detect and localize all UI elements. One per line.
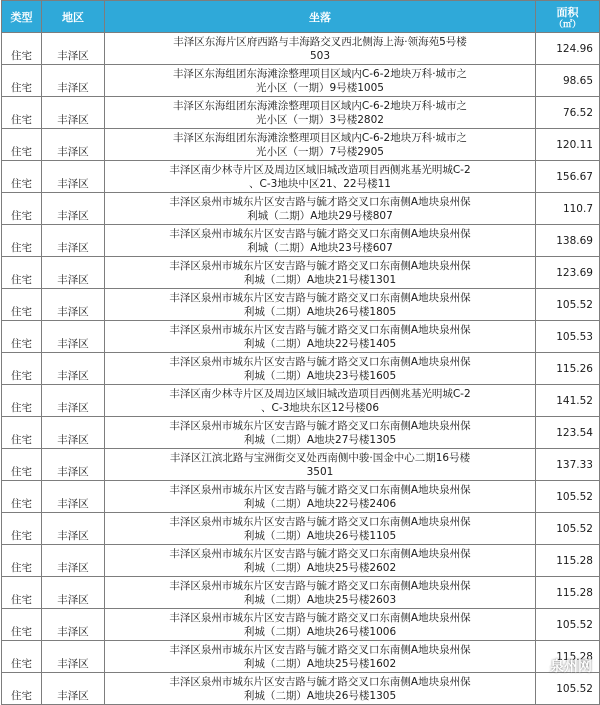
location-line-1: 丰泽区泉州市城东片区安吉路与毓才路交叉口东南侧A地块泉州保 (169, 675, 471, 688)
cell-type: 住宅 (2, 449, 42, 481)
location-line-1: 丰泽区泉州市城东片区安吉路与毓才路交叉口东南侧A地块泉州保 (169, 515, 471, 528)
cell-size: 115.28 (536, 545, 600, 577)
cell-type: 住宅 (2, 353, 42, 385)
location-line-2: 利城（二期）A地块23号楼607 (247, 241, 393, 254)
cell-size: 138.69 (536, 225, 600, 257)
cell-area: 丰泽区 (42, 289, 105, 321)
cell-type: 住宅 (2, 577, 42, 609)
cell-type: 住宅 (2, 673, 42, 705)
header-size-label: 面积 (556, 5, 579, 19)
table-row (2, 449, 600, 481)
cell-type: 住宅 (2, 97, 42, 129)
location-line-2: 光小区（一期）7号楼2905 (256, 145, 384, 158)
location-line-2: 利城（二期）A地块25号楼1602 (243, 657, 397, 670)
location-line-2: 、C-3地块东区12号楼06 (260, 401, 380, 414)
cell-area: 丰泽区 (42, 65, 105, 97)
cell-type: 住宅 (2, 481, 42, 513)
location-line-1: 丰泽区东海组团东海滩涂整理项目区域内C-6-2地块万科·城市之 (172, 67, 468, 80)
cell-location (105, 321, 536, 353)
table-row (2, 225, 600, 257)
cell-area: 丰泽区 (42, 641, 105, 673)
cell-area: 丰泽区 (42, 513, 105, 545)
location-line-1: 丰泽区南少林寺片区及周边区域旧城改造项目西侧兆基光明城C-2 (169, 163, 471, 176)
header-type: 类型 (2, 1, 42, 33)
header-area: 地区 (42, 1, 105, 33)
cell-area: 丰泽区 (42, 321, 105, 353)
cell-area: 丰泽区 (42, 257, 105, 289)
cell-location (105, 577, 536, 609)
location-line-2: 利城（二期）A地块29号楼807 (247, 209, 393, 222)
cell-area: 丰泽区 (42, 673, 105, 705)
table-row (2, 33, 600, 65)
cell-size: 105.52 (536, 513, 600, 545)
cell-location (105, 65, 536, 97)
cell-location (105, 97, 536, 129)
cell-size: 123.69 (536, 257, 600, 289)
location-line-1: 丰泽区江滨北路与宝洲街交叉处西南侧中骏·国金中心二期16号楼 (169, 451, 471, 464)
header-size (536, 1, 600, 33)
cell-type: 住宅 (2, 513, 42, 545)
table-row (2, 641, 600, 673)
location-line-2: 利城（二期）A地块23号楼1605 (243, 369, 397, 382)
location-line-1: 丰泽区泉州市城东片区安吉路与毓才路交叉口东南侧A地块泉州保 (169, 227, 471, 240)
header-size-unit: （㎡） (553, 19, 581, 30)
cell-type: 住宅 (2, 129, 42, 161)
cell-type: 住宅 (2, 161, 42, 193)
cell-area: 丰泽区 (42, 97, 105, 129)
cell-location (105, 193, 536, 225)
cell-location (105, 481, 536, 513)
cell-size: 105.52 (536, 289, 600, 321)
cell-location (105, 385, 536, 417)
cell-location (105, 33, 536, 65)
table-row (2, 289, 600, 321)
table-row (2, 321, 600, 353)
cell-location (105, 673, 536, 705)
table-header-row (2, 1, 600, 33)
location-line-1: 丰泽区泉州市城东片区安吉路与毓才路交叉口东南侧A地块泉州保 (169, 579, 471, 592)
cell-area: 丰泽区 (42, 417, 105, 449)
location-line-2: 光小区（一期）9号楼1005 (256, 81, 384, 94)
cell-type: 住宅 (2, 385, 42, 417)
cell-area: 丰泽区 (42, 609, 105, 641)
cell-size: 105.53 (536, 321, 600, 353)
cell-type: 住宅 (2, 33, 42, 65)
cell-area: 丰泽区 (42, 129, 105, 161)
cell-size: 156.67 (536, 161, 600, 193)
cell-area: 丰泽区 (42, 449, 105, 481)
location-line-2: 503 (309, 49, 331, 62)
cell-area: 丰泽区 (42, 33, 105, 65)
property-table (1, 0, 600, 705)
location-line-2: 利城（二期）A地块21号楼1301 (243, 273, 397, 286)
cell-size: 76.52 (536, 97, 600, 129)
cell-type: 住宅 (2, 65, 42, 97)
location-line-1: 丰泽区东海片区府西路与丰海路交叉西北侧海上海·领海苑5号楼 (173, 35, 467, 48)
table-row (2, 65, 600, 97)
table-row (2, 545, 600, 577)
cell-size: 110.7 (536, 193, 600, 225)
cell-location (105, 545, 536, 577)
cell-area: 丰泽区 (42, 545, 105, 577)
table-row (2, 417, 600, 449)
cell-size: 98.65 (536, 65, 600, 97)
cell-location (105, 417, 536, 449)
location-line-1: 丰泽区东海组团东海滩涂整理项目区域内C-6-2地块万科·城市之 (172, 131, 468, 144)
location-line-2: 利城（二期）A地块26号楼1305 (243, 689, 397, 702)
cell-location (105, 353, 536, 385)
cell-location (105, 289, 536, 321)
cell-type: 住宅 (2, 289, 42, 321)
table-row (2, 353, 600, 385)
table-row (2, 513, 600, 545)
cell-type: 住宅 (2, 193, 42, 225)
location-line-1: 丰泽区泉州市城东片区安吉路与毓才路交叉口东南侧A地块泉州保 (169, 611, 471, 624)
table-row (2, 609, 600, 641)
location-line-2: 利城（二期）A地块25号楼2602 (243, 561, 397, 574)
cell-location (105, 129, 536, 161)
cell-area: 丰泽区 (42, 225, 105, 257)
cell-type: 住宅 (2, 609, 42, 641)
location-line-2: 利城（二期）A地块25号楼2603 (243, 593, 397, 606)
location-line-2: 利城（二期）A地块26号楼1006 (243, 625, 397, 638)
cell-area: 丰泽区 (42, 193, 105, 225)
location-line-1: 丰泽区泉州市城东片区安吉路与毓才路交叉口东南侧A地块泉州保 (169, 547, 471, 560)
cell-area: 丰泽区 (42, 481, 105, 513)
table-row (2, 97, 600, 129)
header-location: 坐落 (105, 1, 536, 33)
table-row (2, 161, 600, 193)
cell-type: 住宅 (2, 257, 42, 289)
table-row (2, 385, 600, 417)
cell-type: 住宅 (2, 321, 42, 353)
cell-size: 105.52 (536, 481, 600, 513)
table-row (2, 577, 600, 609)
cell-location (105, 225, 536, 257)
location-line-1: 丰泽区泉州市城东片区安吉路与毓才路交叉口东南侧A地块泉州保 (169, 291, 471, 304)
cell-size: 123.54 (536, 417, 600, 449)
location-line-2: 利城（二期）A地块22号楼2406 (243, 497, 397, 510)
cell-area: 丰泽区 (42, 385, 105, 417)
table-row (2, 129, 600, 161)
location-line-2: 利城（二期）A地块22号楼1405 (243, 337, 397, 350)
cell-size: 141.52 (536, 385, 600, 417)
location-line-2: 3501 (306, 465, 334, 478)
cell-size: 115.26 (536, 353, 600, 385)
location-line-1: 丰泽区泉州市城东片区安吉路与毓才路交叉口东南侧A地块泉州保 (169, 355, 471, 368)
cell-size: 124.96 (536, 33, 600, 65)
location-line-1: 丰泽区泉州市城东片区安吉路与毓才路交叉口东南侧A地块泉州保 (169, 643, 471, 656)
cell-type: 住宅 (2, 417, 42, 449)
location-line-1: 丰泽区泉州市城东片区安吉路与毓才路交叉口东南侧A地块泉州保 (169, 419, 471, 432)
location-line-1: 丰泽区泉州市城东片区安吉路与毓才路交叉口东南侧A地块泉州保 (169, 259, 471, 272)
location-line-1: 丰泽区泉州市城东片区安吉路与毓才路交叉口东南侧A地块泉州保 (169, 323, 471, 336)
location-line-1: 丰泽区泉州市城东片区安吉路与毓才路交叉口东南侧A地块泉州保 (169, 195, 471, 208)
location-line-2: 利城（二期）A地块26号楼1805 (243, 305, 397, 318)
cell-location (105, 449, 536, 481)
cell-location (105, 161, 536, 193)
cell-size: 137.33 (536, 449, 600, 481)
table-row (2, 257, 600, 289)
cell-area: 丰泽区 (42, 577, 105, 609)
table-row (2, 193, 600, 225)
cell-size: 120.11 (536, 129, 600, 161)
cell-location (105, 257, 536, 289)
cell-size: 105.52 (536, 609, 600, 641)
watermark-logo: 泉州网 (550, 659, 592, 675)
cell-size: 115.28 (536, 577, 600, 609)
location-line-2: 、C-3地块中区21、22号楼11 (249, 177, 391, 190)
cell-type: 住宅 (2, 641, 42, 673)
location-line-2: 利城（二期）A地块27号楼1305 (243, 433, 397, 446)
table-row (2, 673, 600, 705)
location-line-1: 丰泽区东海组团东海滩涂整理项目区域内C-6-2地块万科·城市之 (172, 99, 468, 112)
location-line-2: 利城（二期）A地块26号楼1105 (243, 529, 397, 542)
cell-location (105, 641, 536, 673)
location-line-1: 丰泽区南少林寺片区及周边区域旧城改造项目西侧兆基光明城C-2 (169, 387, 471, 400)
location-line-1: 丰泽区泉州市城东片区安吉路与毓才路交叉口东南侧A地块泉州保 (169, 483, 471, 496)
location-line-2: 光小区（一期）3号楼2802 (256, 113, 384, 126)
cell-size: 105.52 (536, 673, 600, 705)
cell-type: 住宅 (2, 545, 42, 577)
cell-area: 丰泽区 (42, 161, 105, 193)
cell-size: 115.28 (536, 641, 600, 673)
table-row (2, 481, 600, 513)
cell-location (105, 609, 536, 641)
cell-location (105, 513, 536, 545)
cell-area: 丰泽区 (42, 353, 105, 385)
cell-type: 住宅 (2, 225, 42, 257)
